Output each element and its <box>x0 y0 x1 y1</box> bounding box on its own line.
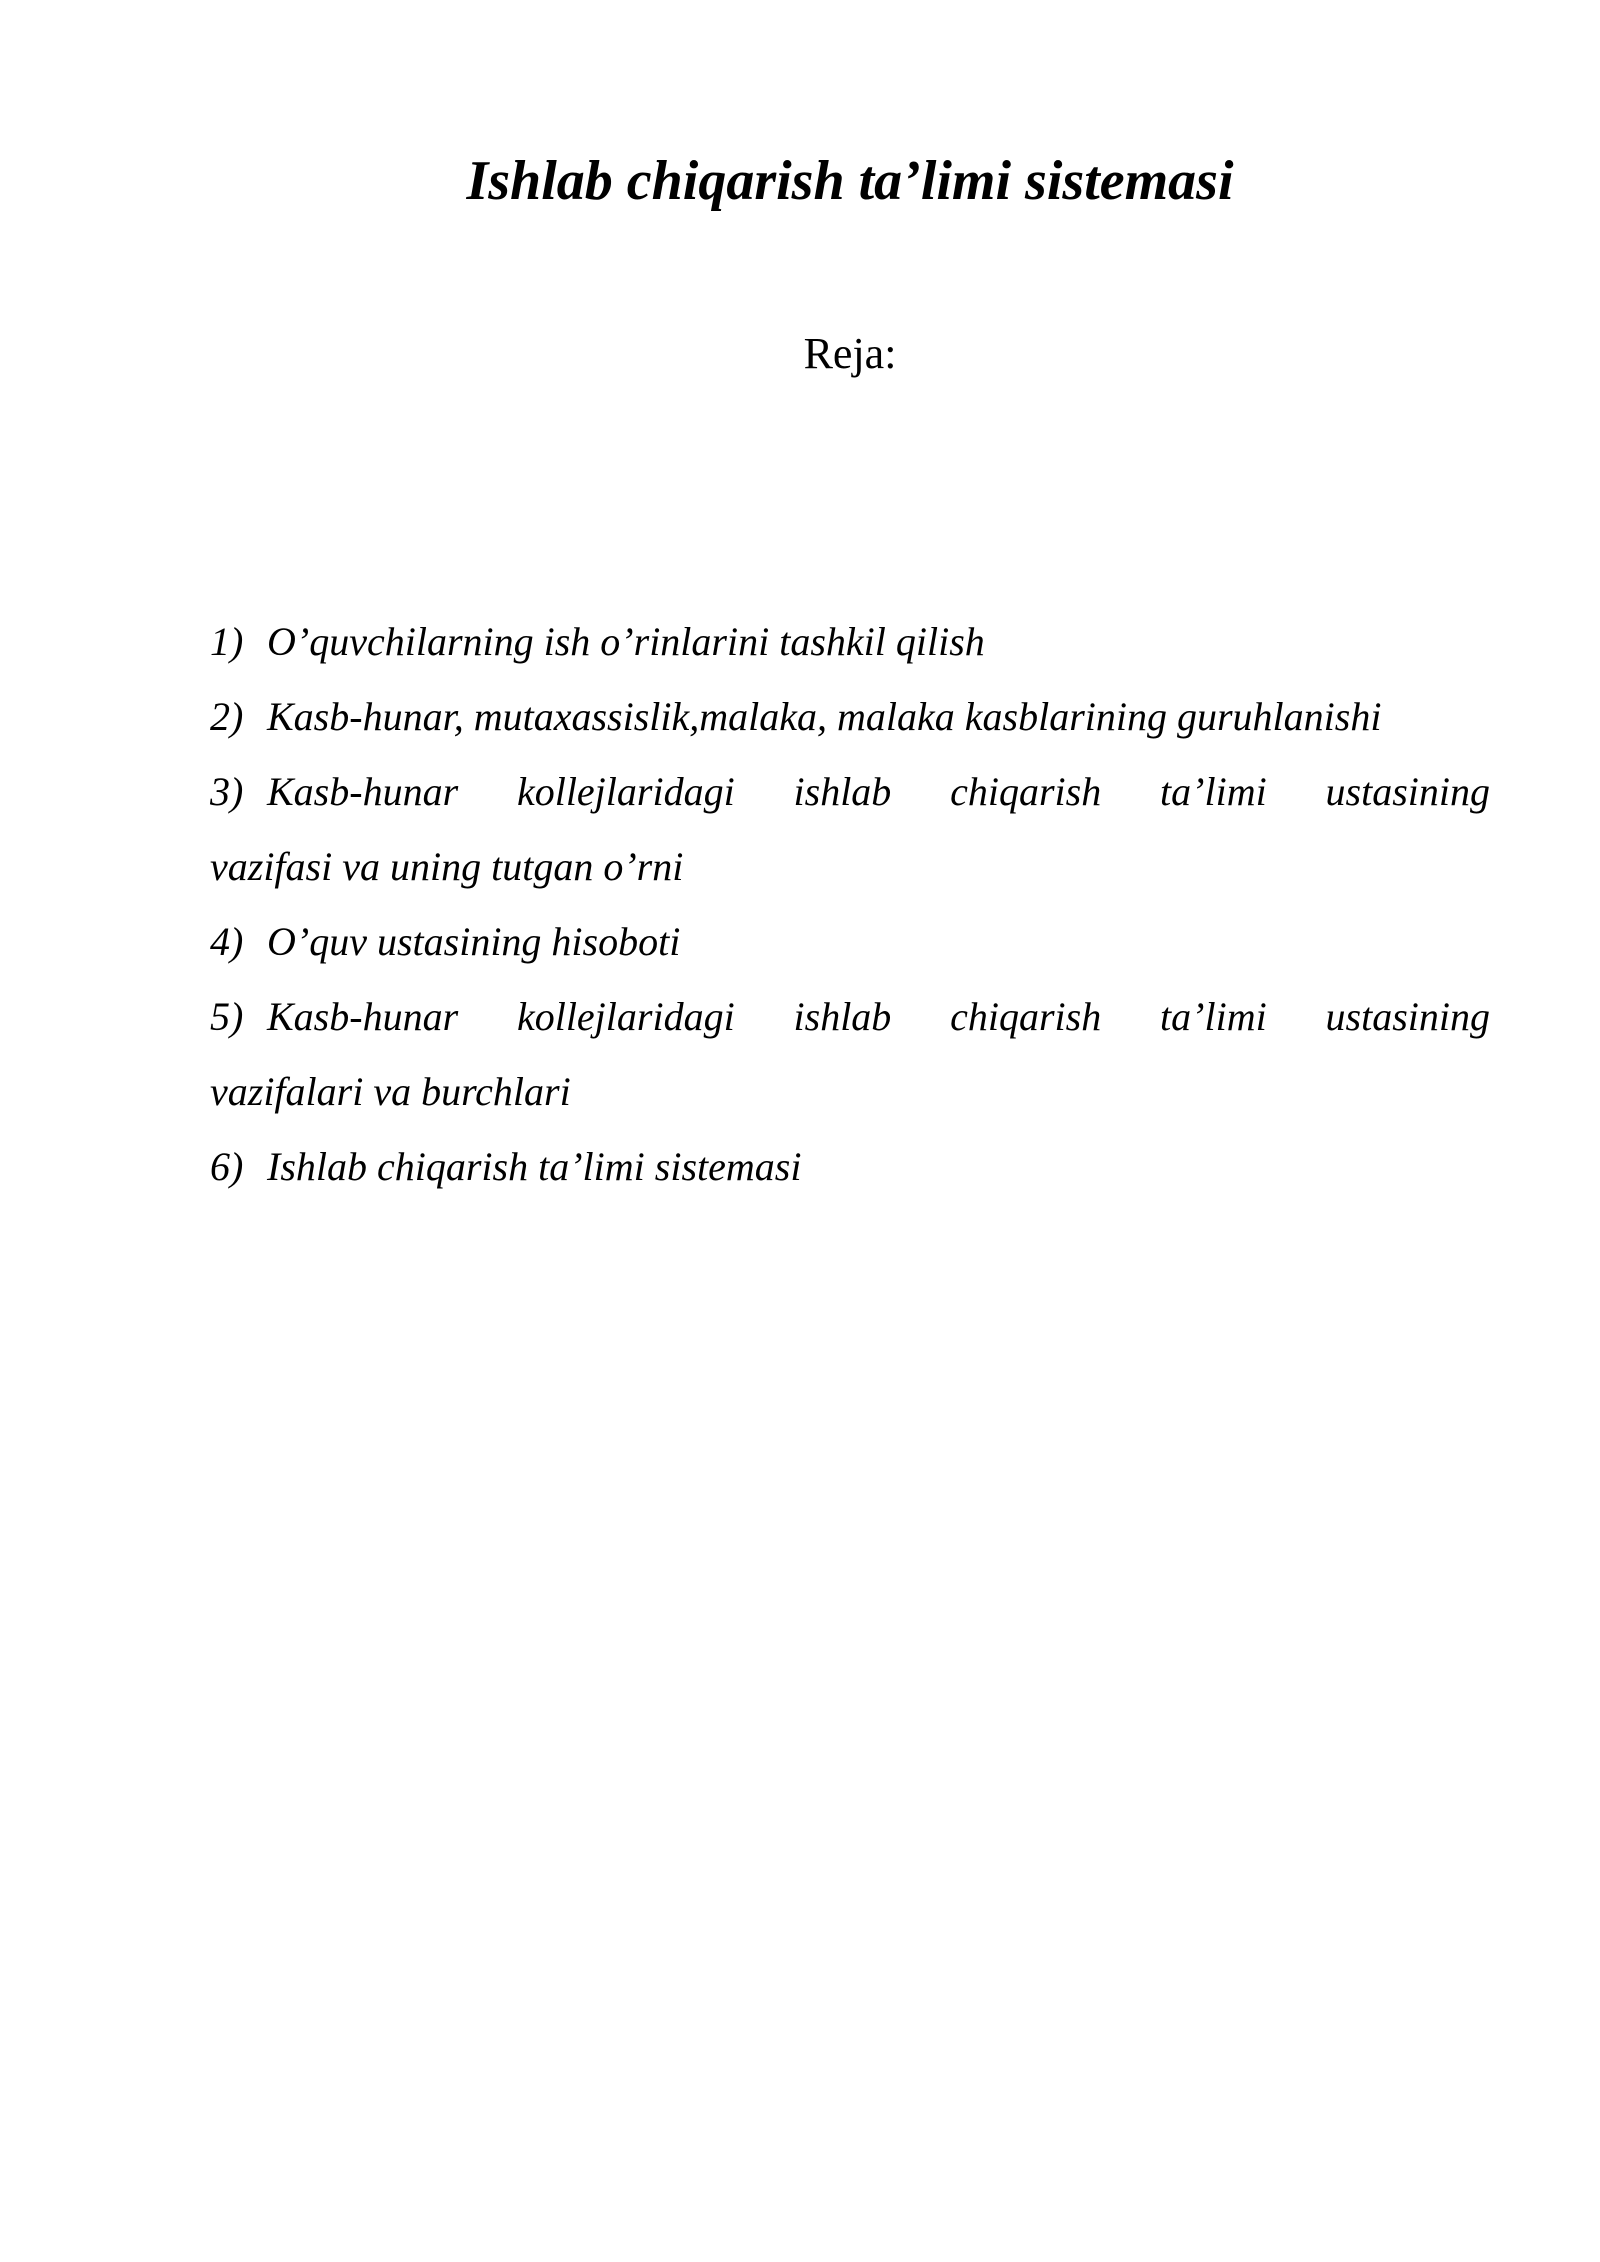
plan-item-text: Kasb-hunar, mutaxassislik,malaka, malaka kasblarining guruhlanishi <box>267 694 1382 739</box>
plan-item-text: Ishlab chiqarish ta’limi sistemasi <box>267 1144 802 1189</box>
plan-item-text: Kasb-hunar kollejlaridagi ishlab chiqarish ta’limi ustasining <box>267 769 1490 814</box>
plan-list <box>210 604 1490 1204</box>
plan-item-text: O’quvchilarning ish o’rinlarini tashkil qilish <box>267 619 985 664</box>
plan-item-4 <box>190 904 1490 979</box>
plan-item-continuation: vazifasi va uning tutgan o’rni <box>210 844 684 889</box>
plan-item-6 <box>190 1129 1490 1204</box>
plan-item-line <box>210 904 1490 979</box>
plan-item-5 <box>190 979 1490 1129</box>
plan-item-text: Kasb-hunar kollejlaridagi ishlab chiqarish ta’limi ustasining <box>267 994 1490 1039</box>
plan-item-number: 5) <box>210 994 244 1039</box>
plan-item-number: 3) <box>210 769 244 814</box>
plan-item-1 <box>190 604 1490 679</box>
plan-item-text: O’quv ustasining hisoboti <box>267 919 681 964</box>
plan-item-number: 2) <box>210 694 244 739</box>
plan-item-line <box>210 979 1490 1054</box>
plan-item-continuation: vazifalari va burchlari <box>210 1069 571 1114</box>
plan-item-3 <box>190 754 1490 904</box>
plan-item-line <box>210 604 1490 679</box>
plan-item-number: 6) <box>210 1144 244 1189</box>
plan-item-line <box>210 679 1490 754</box>
plan-item-line <box>210 1129 1490 1204</box>
plan-item-line <box>210 754 1490 829</box>
document-title: Ishlab chiqarish ta’limi sistemasi <box>466 150 1234 212</box>
plan-item-number: 1) <box>210 619 244 664</box>
plan-heading: Reja: <box>803 329 897 378</box>
plan-item-2 <box>190 679 1490 754</box>
plan-item-number: 4) <box>210 919 244 964</box>
